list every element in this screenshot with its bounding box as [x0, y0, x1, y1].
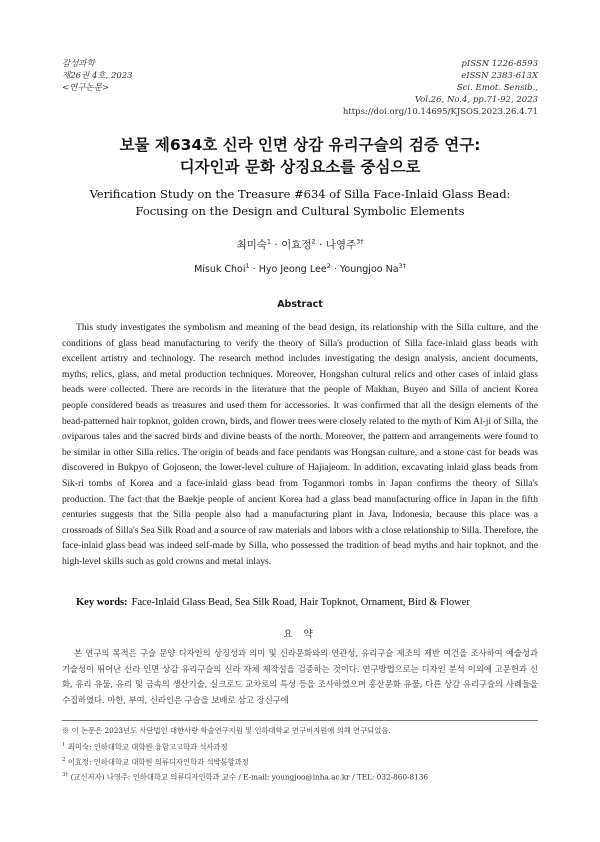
- keywords: [76, 597, 470, 608]
- author-separator: ·: [330, 264, 340, 276]
- korean-title: [40, 134, 560, 178]
- volume-pages: Vol.26, No.4, pp.71-92, 2023: [414, 95, 538, 105]
- footnote-mark: 1: [62, 742, 66, 748]
- author-mark: 2: [311, 237, 316, 246]
- author-name: Hyo Jeong Lee: [258, 264, 327, 276]
- keywords-list: Face-Inlaid Glass Bead, Sea Silk Road, Hair Topknot, Ornament, Bird & Flower: [131, 597, 470, 608]
- author-mark: 3†: [398, 262, 406, 270]
- footnote-mark: 3†: [62, 772, 69, 778]
- pissn: pISSN 1226-8593: [461, 59, 538, 69]
- korean-title-line-2: 디자인과 문화 상징요소를 중심으로: [179, 158, 421, 176]
- article-type: <연구논문>: [62, 83, 110, 93]
- author-name: 이효정: [281, 239, 312, 251]
- abstract-heading: Abstract: [277, 299, 323, 310]
- keywords-label: Key words:: [76, 597, 128, 608]
- footnote-text: 이효정: 인하대학교 대학원 의류디자인학과 석박통합과정: [67, 757, 249, 767]
- english-title-line-2: Focusing on the Design and Cultural Symbolic Elements: [135, 204, 465, 218]
- author-name: 나영주: [325, 239, 357, 251]
- abstract-body: This study investigates the symbolism and meaning of the bead design, its relationship with the Silla culture, and the conditions of glass bead manufacturing to verify the theory of Silla's production of Silla face-inlaid glass beads with excellent artistry and technology. The research method includes investigating the design analysis, ancient documents, myths, relics, glass, and metal production techniques. Moreover, Hongshan cultural relics and other cases of inlaid glass beads were collected. There are records in the literature that the people of Makhan, Buyeo and Silla of ancient Korea people considered beads as treasures and used them for accessories. It was confirmed that all the design elements of the bead-patterned hair topknot, golden crown, birds, and flower trees were closely related to the myth of Kim Al-ji of Silla, the oviparous tales and the sacred birds and divine beasts of the north. Moreover, the pattern and arrangements were found to be similar in other Silla relics. The origin of beads and face pendants was Hongsan culture, and a stone cast for beads was discovered in Bukpyo of Gojoseon, the lower-level culture of Hajiajeom. In addition, excavating inlaid glass beads from Sik-ri tombs of Korea and a face-inlaid glass bead from Toganmori tombs in Japan confirms the theory of Silla's production. The fact that the Baekje people of ancient Korea had a glass bead manufacturing office in Japan in the fifth centuries suggests that the Silla people also had a manufacturing plant in Java, Indonesia, because this place was a crossroads of Silla's Sea Silk Road and a source of raw materials and labors with a close relationship to Silla. Therefore, the face-inlaid glass bead was indeed self-made by Silla, who possessed the tradition of bead myths and hair topknot, and the high-level skills such as gold crowns and metal inlays.: [62, 322, 538, 567]
- author-name: 최미숙: [236, 239, 267, 251]
- footnote-divider: [62, 720, 538, 721]
- author-name: Misuk Choi: [194, 264, 246, 276]
- author-mark: 2: [326, 262, 331, 270]
- footnote-mark: 2: [62, 757, 66, 763]
- footnote-text: (교신저자) 나영주: 인하대학교 의류디자인학과 교수 / E-mail: youngjoo@inha.ac.kr / TEL: 032-860-8136: [70, 772, 429, 782]
- authors-english: [40, 262, 560, 275]
- author-name: Youngjoo Na: [339, 264, 399, 276]
- authors-korean: [40, 237, 560, 252]
- footnote-mark: ※: [62, 726, 70, 735]
- journal-header-right: [343, 58, 538, 118]
- english-title: [40, 186, 560, 220]
- author-separator: ·: [315, 239, 326, 251]
- english-title-line-1: Verification Study on the Treasure #634 of Silla Face-Inlaid Glass Bead:: [89, 187, 511, 201]
- journal-name: 감성과학: [62, 59, 95, 69]
- journal-abbrev: Sci. Emot. Sensib.,: [456, 83, 538, 93]
- journal-volume: 제26권 4호, 2023: [62, 71, 133, 81]
- footnote-text: 이 논문은 2023년도 사단법인 대한사랑 학술연구지원 및 인하대학교 연구비지원에 의해 연구되었음.: [71, 726, 391, 735]
- author-separator: ·: [249, 264, 259, 276]
- korean-abstract-body: 본 연구의 목적은 구슬 문양 디자인의 상징성과 의미 및 신라문화와의 연관성, 유리구슬 제조의 제반 여건을 조사하여 예술성과 기술성이 뛰어난 신라 인면 상감 유리구슬의 신라 자체 제작설을 검증하는 것이다. 연구방법으로는 디자인 분석 이외에 고문헌과 신화, 유리 유물, 유리 및 금속의 생산기술, 실크로드 교차로의 특성 등을 조사하였으며 홍산문화 유물, 다른 상감 유리구슬의 사례들을 수집하였다. 마한, 부여, 신라인은 구슬을 보배로 삼고 장신구에: [62, 648, 538, 705]
- author-mark: 1: [245, 262, 250, 270]
- author-mark: 3†: [356, 237, 364, 246]
- footnote-author-1: [62, 742, 538, 752]
- footnote-author-3: [62, 772, 538, 782]
- author-mark: 1: [266, 237, 272, 246]
- korean-title-line-1: 보물 제634호 신라 인면 상감 유리구슬의 검증 연구:: [119, 136, 481, 154]
- journal-header-left: [62, 58, 133, 94]
- eissn: eISSN 2383-613X: [461, 71, 538, 81]
- footnote-author-2: [62, 757, 538, 767]
- author-separator: ·: [271, 239, 282, 251]
- korean-abstract-heading: 요 약: [283, 629, 317, 640]
- footnote-funding: [62, 726, 538, 736]
- footnote-text: 최미숙: 인하대학교 대학원 융합고고학과 석사과정: [67, 742, 228, 752]
- doi-link[interactable]: https://doi.org/10.14695/KJSOS.2023.26.4.71: [342, 107, 538, 117]
